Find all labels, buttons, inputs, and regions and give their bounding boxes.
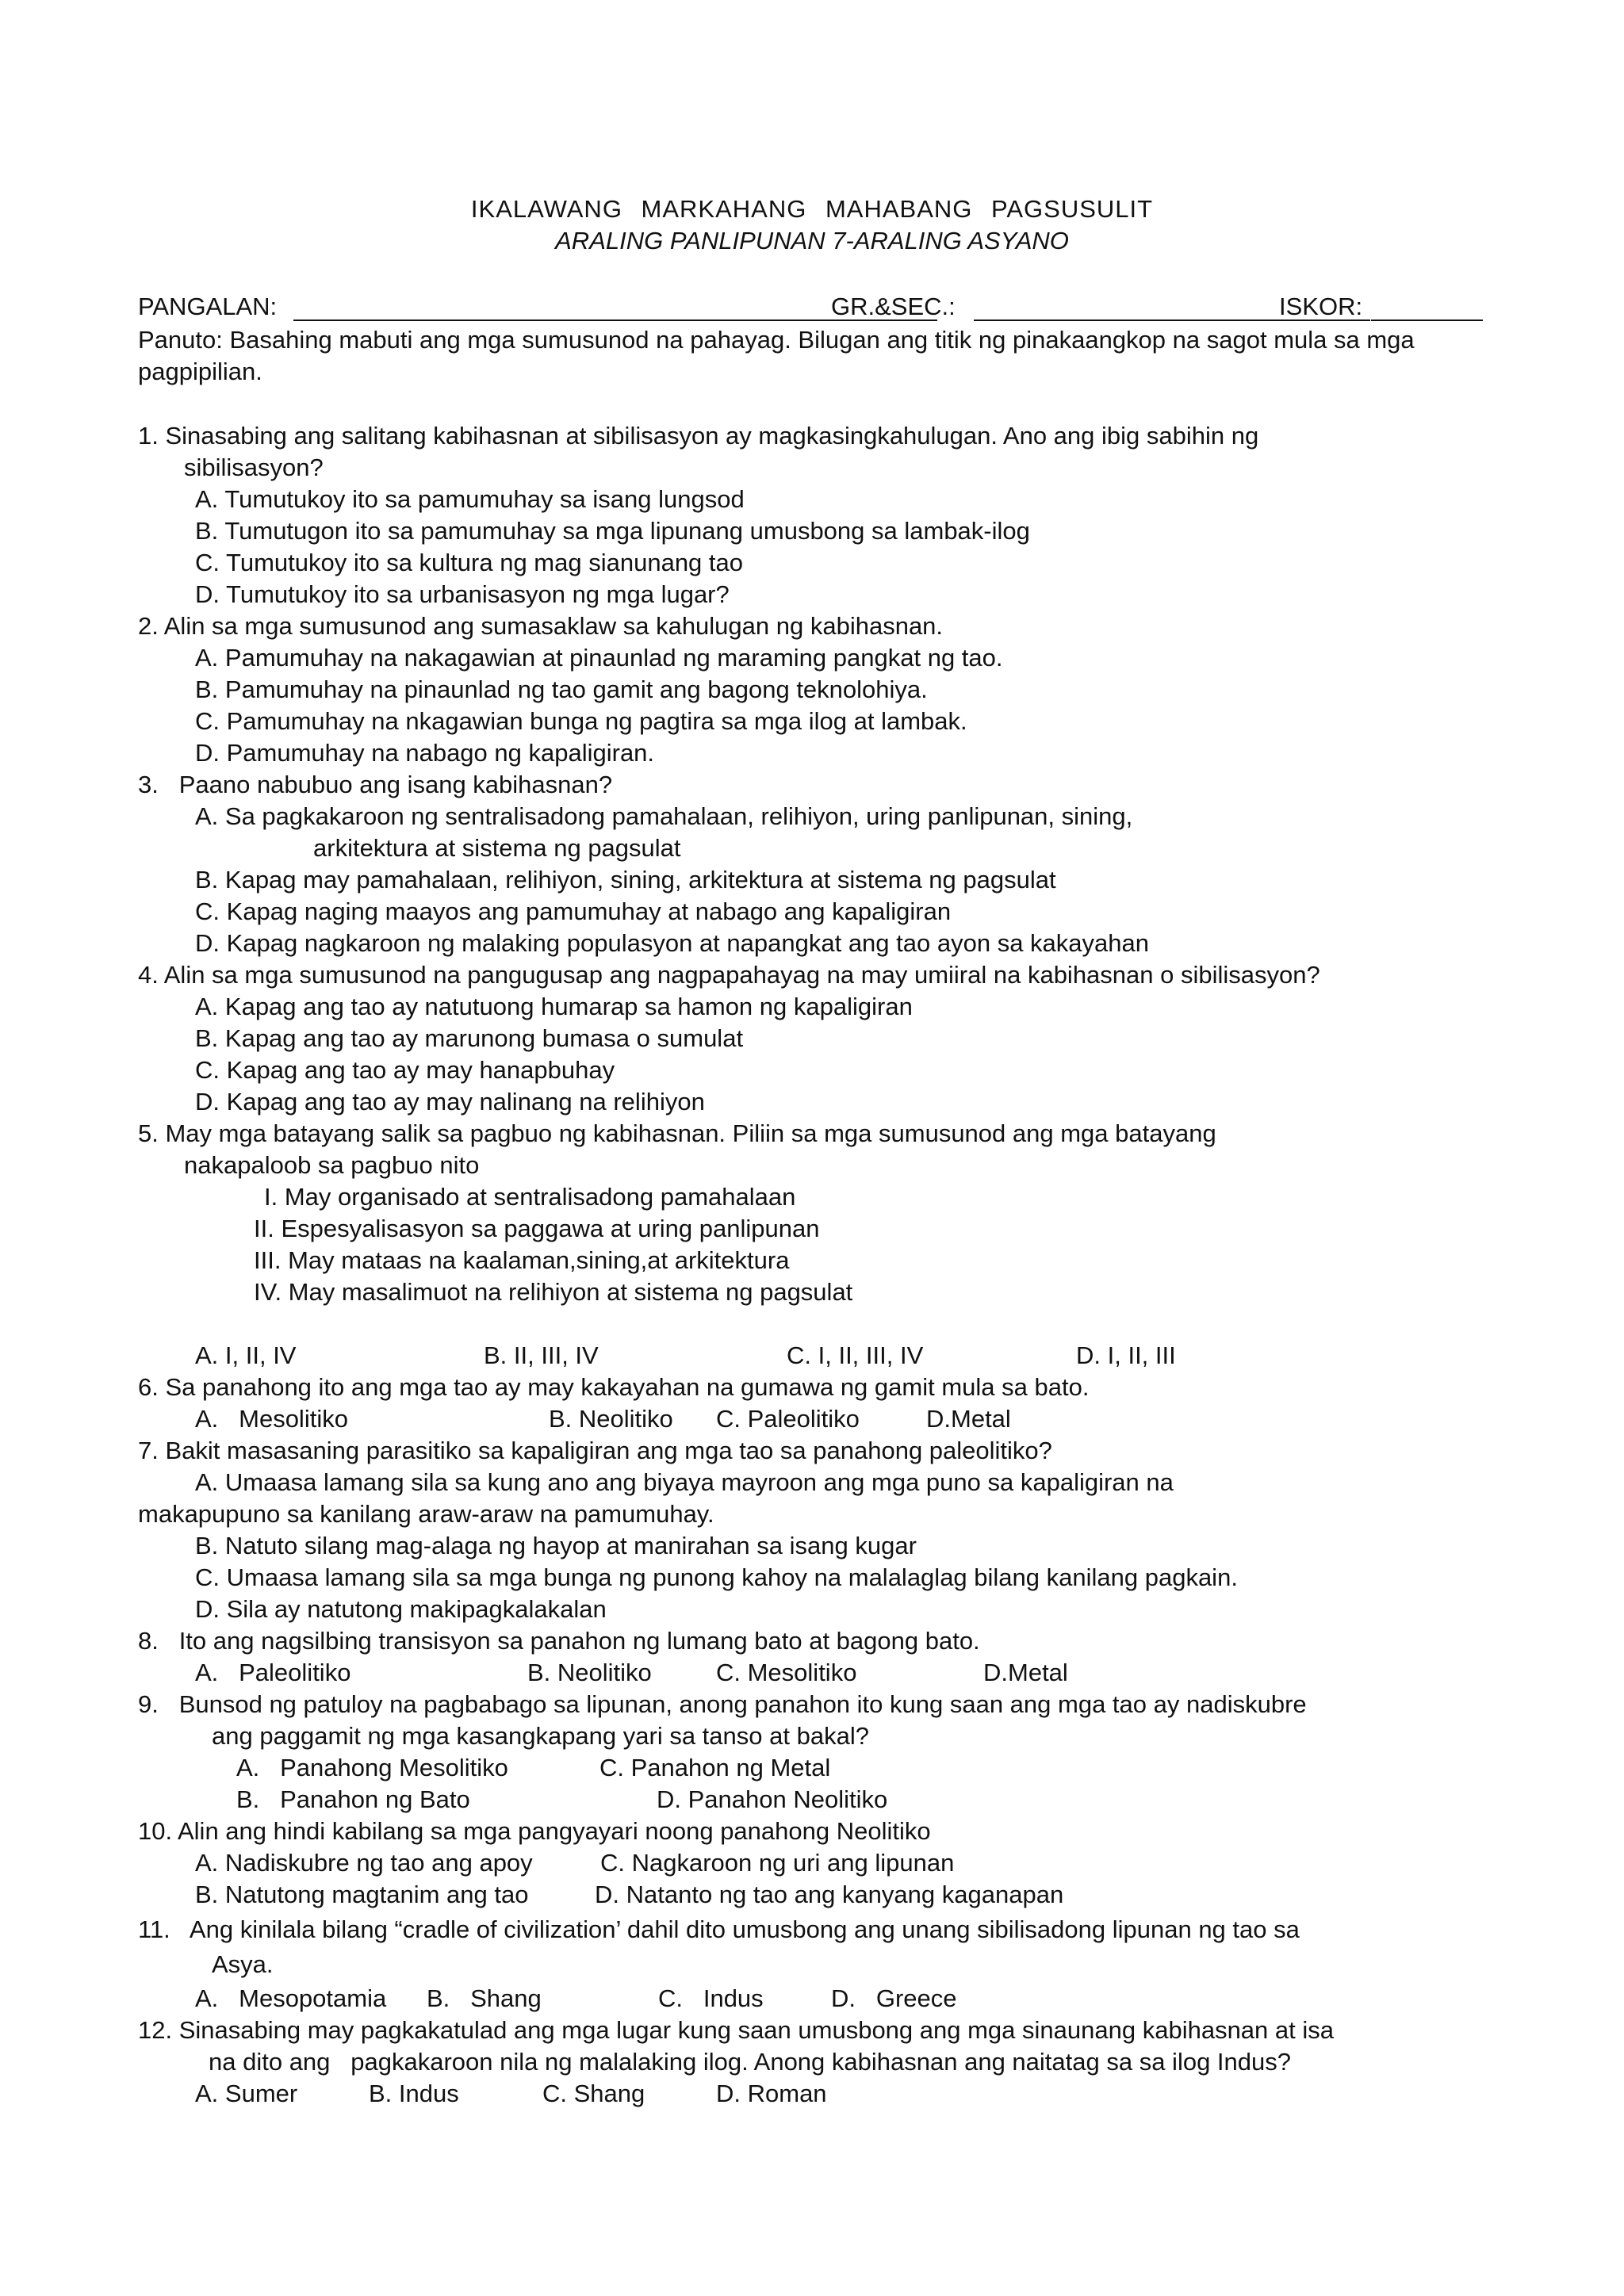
choice-9a: A. Panahong Mesolitiko	[236, 1754, 508, 1781]
question-6-text: 6. Sa panahong ito ang mga tao ay may kakayahan na gumawa ng gamit mula sa bato.	[138, 1373, 1090, 1401]
choice-1b: B. Tumutugon ito sa pamumuhay sa mga lipunang umusbong sa lambak-ilog	[195, 517, 1030, 545]
choice-5c: C. I, II, III, IV	[787, 1341, 924, 1369]
choice-2c: C. Pamumuhay na nkagawian bunga ng pagtira sa mga ilog at lambak.	[195, 707, 967, 735]
choice-2b: B. Pamumuhay na pinaunlad ng tao gamit ang bagong teknolohiya.	[195, 675, 928, 703]
choice-7c: C. Umaasa lamang sila sa mga bunga ng punong kahoy na malalaglag bilang kanilang pagkain.	[195, 1563, 1238, 1591]
question-1-text-cont: sibilisasyon?	[184, 453, 324, 481]
question-5-text: 5. May mga batayang salik sa pagbuo ng kabihasnan. Piliin sa mga sumusunod ang mga batayang	[138, 1119, 1216, 1147]
question-2-text: 2. Alin sa mga sumusunod ang sumasaklaw sa kahulugan ng kabihasnan.	[138, 612, 944, 640]
choice-10d: D. Natanto ng tao ang kanyang kaganapan	[595, 1881, 1064, 1908]
choice-11b: B. Shang	[427, 1984, 542, 2012]
choice-8a: A. Paleolitiko	[195, 1659, 351, 1686]
choice-2a: A. Pamumuhay na nakagawian at pinaunlad ng maraming pangkat ng tao.	[195, 644, 1003, 672]
question-11-text: 11. Ang kinilala bilang “cradle of civilization’ dahil dito umusbong ang unang sibilisadong lipunan ng tao sa	[138, 1915, 1300, 1943]
choice-11a: A. Mesopotamia	[195, 1984, 387, 2012]
question-7-text: 7. Bakit masasaning parasitiko sa kapaligiran ang mga tao sa panahong paleolitiko?	[138, 1437, 1052, 1464]
name-label: PANGALAN:	[138, 293, 278, 320]
exam-title: IKALAWANG MARKAHANG MAHABANG PAGSUSULIT	[470, 195, 1154, 223]
choice-8d: D.Metal	[983, 1659, 1068, 1686]
student-info-row	[138, 291, 1486, 326]
choice-12a: A. Sumer	[195, 2080, 298, 2107]
choice-6a: A. Mesolitiko	[195, 1405, 348, 1433]
choice-6c: C. Paleolitiko	[716, 1405, 860, 1433]
choice-5b: B. II, III, IV	[484, 1341, 599, 1369]
choice-3c: C. Kapag naging maayos ang pamumuhay at nabago ang kapaligiran	[195, 897, 952, 925]
score-label: ISKOR:	[1279, 293, 1363, 320]
choice-9d: D. Panahon Neolitiko	[657, 1785, 888, 1813]
choice-3a-cont: arkitektura at sistema ng pagsulat	[313, 834, 681, 862]
choice-6b: B. Neolitiko	[549, 1405, 673, 1433]
question-3-text: 3. Paano nabubuo ang isang kabihasnan?	[138, 771, 613, 798]
statement-iii: III. May mataas na kaalaman,sining,at arkitektura	[254, 1246, 790, 1274]
instructions: Panuto: Basahing mabuti ang mga sumusunod na pahayag. Bilugan ang titik ng pinakaangkop na sagot mula sa mga pagpipilian.	[138, 326, 1415, 385]
choice-10c: C. Nagkaroon ng uri ang lipunan	[600, 1849, 955, 1877]
choice-10b: B. Natutong magtanim ang tao	[195, 1881, 529, 1908]
choice-4b: B. Kapag ang tao ay marunong bumasa o sumulat	[195, 1024, 744, 1052]
choice-4c: C. Kapag ang tao ay may hanapbuhay	[195, 1056, 615, 1084]
choice-5d: D. I, II, III	[1076, 1341, 1176, 1369]
statement-iv: IV. May masalimuot na relihiyon at sistema ng pagsulat	[254, 1278, 853, 1306]
choice-3b: B. Kapag may pamahalaan, relihiyon, sining, arkitektura at sistema ng pagsulat	[195, 866, 1056, 894]
question-9-text-cont: ang paggamit ng mga kasangkapang yari sa tanso at bakal?	[212, 1722, 869, 1750]
statement-ii: II. Espesyalisasyon sa paggawa at uring panlipunan	[254, 1215, 820, 1242]
choice-8b: B. Neolitiko	[527, 1659, 652, 1686]
choice-6d: D.Metal	[926, 1405, 1011, 1433]
choice-1d: D. Tumutukoy ito sa urbanisasyon ng mga lugar?	[195, 580, 730, 608]
choice-7a: A. Umaasa lamang sila sa kung ano ang biyaya mayroon ang mga puno sa kapaligiran na	[195, 1468, 1174, 1496]
question-12-text-cont: na dito ang pagkakaroon nila ng malalaking ilog. Anong kabihasnan ang naitatag sa sa ilog Indus?	[209, 2048, 1291, 2076]
choice-11d: D. Greece	[831, 1984, 957, 2012]
choice-1c: C. Tumutukoy ito sa kultura ng mag sianunang tao	[195, 549, 744, 576]
choice-12b: B. Indus	[369, 2080, 459, 2107]
choice-9b: B. Panahon ng Bato	[236, 1785, 470, 1813]
choice-4a: A. Kapag ang tao ay natutuong humarap sa hamon ng kapaligiran	[195, 993, 913, 1020]
choice-2d: D. Pamumuhay na nabago ng kapaligiran.	[195, 739, 655, 767]
question-10-text: 10. Alin ang hindi kabilang sa mga pangyayari noong panahong Neolitiko	[138, 1817, 931, 1845]
choice-9c: C. Panahon ng Metal	[599, 1754, 831, 1781]
section-label: GR.&SEC.:	[831, 293, 956, 320]
choice-3a: A. Sa pagkakaroon ng sentralisadong pamahalaan, relihiyon, uring panlipunan, sining,	[195, 802, 1133, 830]
choice-12d: D. Roman	[716, 2080, 827, 2107]
question-12-text: 12. Sinasabing may pagkakatulad ang mga lugar kung saan umusbong ang mga sinaunang kabihasnan at isa	[138, 2016, 1334, 2044]
choice-8c: C. Mesolitiko	[716, 1659, 857, 1686]
choice-7a-cont: makapupuno sa kanilang araw-araw na pamumuhay.	[138, 1500, 714, 1528]
statement-i: I. May organisado at sentralisadong pamahalaan	[264, 1183, 796, 1211]
choice-7b: B. Natuto silang mag-alaga ng hayop at manirahan sa isang kugar	[195, 1532, 917, 1559]
exam-subtitle: ARALING PANLIPUNAN 7-ARALING ASYANO	[555, 227, 1069, 254]
question-5-text-cont: nakapaloob sa pagbuo nito	[184, 1151, 480, 1179]
choice-11c: C. Indus	[658, 1984, 764, 2012]
score-blank[interactable]	[1371, 320, 1483, 321]
choice-10a: A. Nadiskubre ng tao ang apoy	[195, 1849, 533, 1877]
choice-3d: D. Kapag nagkaroon ng malaking populasyon at napangkat ang tao ayon sa kakayahan	[195, 929, 1149, 957]
question-9-text: 9. Bunsod ng patuloy na pagbabago sa lipunan, anong panahon ito kung saan ang mga tao ay nadiskubre	[138, 1690, 1307, 1718]
choice-1a: A. Tumutukoy ito sa pamumuhay sa isang lungsod	[195, 485, 745, 513]
choice-5a: A. I, II, IV	[195, 1341, 297, 1369]
question-1-text: 1. Sinasabing ang salitang kabihasnan at sibilisasyon ay magkasingkahulugan. Ano ang ibig sabihin ng	[138, 422, 1259, 450]
question-4-text: 4. Alin sa mga sumusunod na pangugusap ang nagpapahayag na may umiiral na kabihasnan o sibilisasyon?	[138, 961, 1320, 989]
question-8-text: 8. Ito ang nagsilbing transisyon sa panahon ng lumang bato at bagong bato.	[138, 1627, 980, 1655]
question-11-text-cont: Asya.	[212, 1950, 274, 1978]
choice-12c: C. Shang	[542, 2080, 645, 2107]
choice-4d: D. Kapag ang tao ay may nalinang na relihiyon	[195, 1088, 705, 1115]
choice-7d: D. Sila ay natutong makipagkalakalan	[195, 1595, 607, 1623]
